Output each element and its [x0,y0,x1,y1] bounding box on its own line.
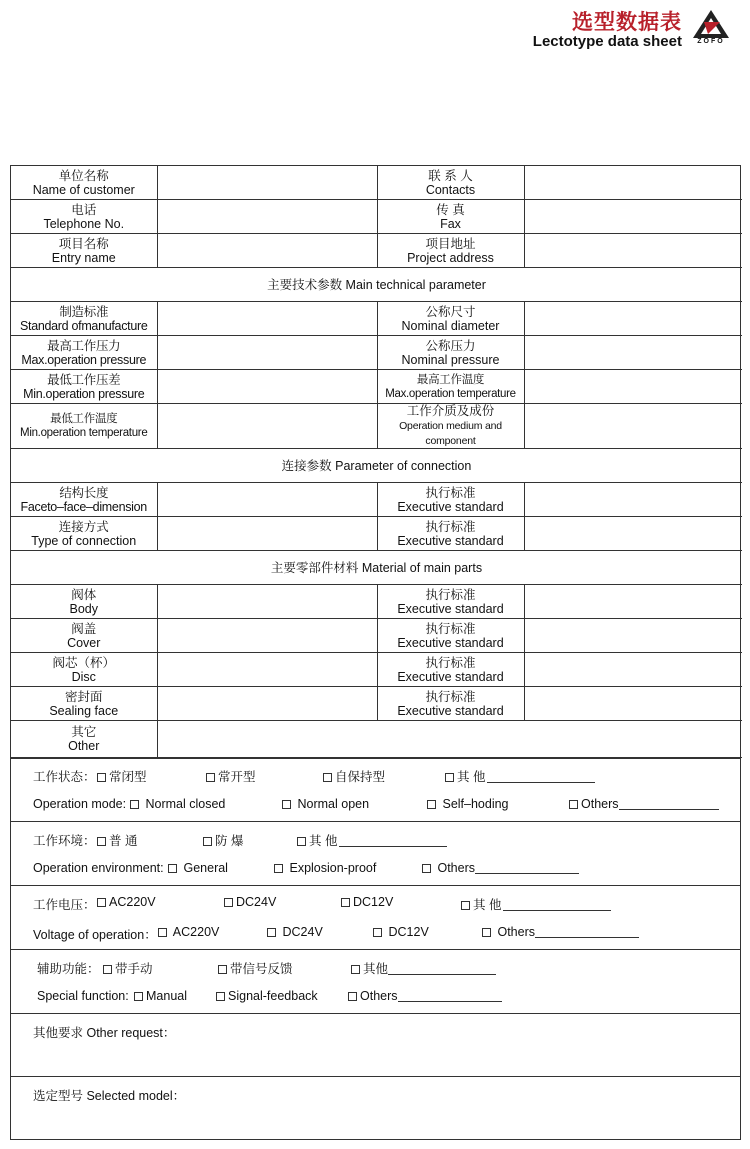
checkbox-icon [274,864,283,873]
checkbox-general[interactable]: General [168,861,228,875]
checkbox-icon [218,965,227,974]
checkbox-icon [97,898,106,907]
checkbox-icon [134,992,143,1001]
checkbox-icon [103,965,112,974]
table-row [11,619,742,653]
checkbox-icon [206,773,215,782]
label-standard-manufacture: 制造标准 Standard ofmanufacture [11,302,157,336]
checkbox-general-cn[interactable]: 普 通 [97,831,137,849]
label-executive-standard: 执行标准 Executive standard [377,687,524,721]
customer-name-field[interactable] [157,166,377,200]
table-row [11,517,742,551]
cover-field[interactable] [157,619,377,653]
section-row [11,551,742,585]
checkbox-icon [282,800,291,809]
checkbox-normal-open[interactable]: Normal open [282,797,369,811]
checkbox-icon [422,864,431,873]
label-nominal-pressure: 公称压力 Nominal pressure [377,336,524,370]
sealing-face-field[interactable] [157,687,377,721]
label-other: 其它 Other [11,721,157,758]
label-type-connection: 连接方式 Type of connection [11,517,157,551]
executive-standard-field[interactable] [524,517,742,551]
title-english: Lectotype data sheet [532,33,682,50]
type-connection-field[interactable] [157,517,377,551]
checkbox-others[interactable]: Others [569,797,719,811]
executive-standard-field[interactable] [524,619,742,653]
checkbox-icon [130,800,139,809]
table-row [11,653,742,687]
table-row [11,721,742,758]
min-operation-temperature-field[interactable] [157,404,377,449]
checkbox-others[interactable]: Others [482,925,639,939]
selected-model-label: 选定型号 Selected model： [33,1089,186,1103]
table-row [11,404,742,449]
checkbox-dc24v[interactable]: DC24V [267,925,323,939]
checkbox-icon [373,928,382,937]
checkbox-dc12v-cn[interactable]: DC12V [341,895,393,909]
label-body: 阀体 Body [11,585,157,619]
section-connection: 连接参数 Parameter of connection [11,449,742,483]
telephone-field[interactable] [157,200,377,234]
checkbox-others[interactable]: Others [422,861,579,875]
table-row [11,302,742,336]
checkbox-normal-closed[interactable]: Normal closed [130,797,225,811]
section-row [11,268,742,302]
checkbox-icon [297,837,306,846]
selected-model-block[interactable] [11,1076,740,1139]
disc-field[interactable] [157,653,377,687]
checkbox-icon [267,928,276,937]
body-field[interactable] [157,585,377,619]
special-function-block [11,949,740,1013]
special-function-label-cn: 辅助功能： [37,962,100,976]
title-chinese: 选型数据表 [572,10,682,34]
label-contacts: 联 系 人 Contacts [377,166,524,200]
checkbox-icon [445,773,454,782]
label-face-to-face: 结构长度 Faceto–face–dimension [11,483,157,517]
checkbox-icon [341,898,350,907]
label-executive-standard: 执行标准 Executive standard [377,653,524,687]
checkbox-icon [168,864,177,873]
max-operation-pressure-field[interactable] [157,336,377,370]
checkbox-others-cn[interactable]: 其 他 [445,767,595,785]
checkbox-icon [323,773,332,782]
label-telephone: 电话 Telephone No. [11,200,157,234]
executive-standard-field[interactable] [524,653,742,687]
table-row [11,336,742,370]
others-blank-line[interactable] [398,1001,502,1002]
label-project-address: 项目地址 Project address [377,234,524,268]
checkbox-self-holding-cn[interactable]: 自保持型 [323,767,385,785]
standard-manufacture-field[interactable] [157,302,377,336]
others-blank-line[interactable] [487,782,595,783]
table-row [11,585,742,619]
checkbox-explosion-proof[interactable]: Explosion-proof [274,861,376,875]
others-blank-line[interactable] [475,873,579,874]
checkbox-icon [97,837,106,846]
checkbox-icon [351,965,360,974]
label-min-operation-temperature: 最低工作温度 Min.operation temperature [11,404,157,449]
checkbox-others-cn[interactable]: 其他 [351,959,496,977]
checkbox-icon [482,928,491,937]
label-nominal-diameter: 公称尺寸 Nominal diameter [377,302,524,336]
label-entry-name: 项目名称 Entry name [11,234,157,268]
logo-text: ZOFO [697,38,725,45]
checkbox-others[interactable]: Others [348,989,502,1003]
checkbox-signal-feedback[interactable]: Signal-feedback [216,989,318,1003]
table-row [11,370,742,404]
checkbox-signal-feedback-cn[interactable]: 带信号反馈 [218,959,293,977]
label-min-operation-pressure: 最低工作压差 Min.operation pressure [11,370,157,404]
max-operation-temperature-field[interactable] [524,370,742,404]
checkbox-normal-closed-cn[interactable]: 常闭型 [97,767,147,785]
checkbox-icon [224,898,233,907]
entry-name-field[interactable] [157,234,377,268]
section-main-technical: 主要技术参数 Main technical parameter [11,268,742,302]
executive-standard-field[interactable] [524,687,742,721]
operation-mode-label-cn: 工作状态： [33,770,96,784]
label-max-operation-pressure: 最高工作压力 Max.operation pressure [11,336,157,370]
label-fax: 传 真 Fax [377,200,524,234]
label-customer-name: 单位名称 Name of customer [11,166,157,200]
others-blank-line[interactable] [619,809,719,810]
checkbox-icon [461,901,470,910]
checkbox-ac220v-cn[interactable]: AC220V [97,895,156,909]
checkbox-icon [427,800,436,809]
label-executive-standard: 执行标准 Executive standard [377,619,524,653]
label-max-operation-temperature: 最高工作温度 Max.operation temperature [377,370,524,404]
checkbox-others-cn[interactable]: 其 他 [297,831,447,849]
project-address-field[interactable] [524,234,742,268]
checkbox-icon [203,837,212,846]
checkbox-self-hoding[interactable]: Self–hoding [427,797,509,811]
others-blank-line[interactable] [388,974,496,975]
voltage-block [11,885,740,949]
operation-environment-label-en: Operation environment: [33,861,164,875]
operation-environment-label-cn: 工作环境： [33,834,96,848]
table-row [11,483,742,517]
checkbox-others-cn[interactable]: 其 他 [461,895,611,913]
other-request-block[interactable] [11,1013,740,1076]
table-row [11,166,742,200]
checkbox-dc24v-cn[interactable]: DC24V [224,895,276,909]
label-executive-standard: 执行标准 Executive standard [377,517,524,551]
checkbox-icon [97,773,106,782]
nominal-diameter-field[interactable] [524,302,742,336]
table-row [11,687,742,721]
others-blank-line[interactable] [535,937,639,938]
label-executive-standard: 执行标准 Executive standard [377,585,524,619]
table-row [11,200,742,234]
checkbox-ac220v[interactable]: AC220V [158,925,219,939]
checkbox-manual-cn[interactable]: 带手动 [103,959,153,977]
checkbox-icon [569,800,578,809]
section-material: 主要零部件材料 Material of main parts [11,551,742,585]
voltage-label-en: Voltage of operation： [33,928,157,942]
checkbox-icon [348,992,357,1001]
operation-mode-block [11,758,740,821]
label-sealing-face: 密封面 Sealing face [11,687,157,721]
checkbox-explosion-proof-cn[interactable]: 防 爆 [203,831,243,849]
other-request-label: 其他要求 Other request： [33,1026,176,1040]
label-executive-standard: 执行标准 Executive standard [377,483,524,517]
checkbox-manual[interactable]: Manual [134,989,187,1003]
checkbox-icon [216,992,225,1001]
others-blank-line[interactable] [339,846,447,847]
checkbox-normal-open-cn[interactable]: 常开型 [206,767,256,785]
header [0,0,750,60]
label-operation-medium: 工作介质及成份 Operation medium and component [377,404,524,449]
section-row [11,449,742,483]
checkbox-icon [158,928,167,937]
operation-mode-label-en: Operation mode: [33,797,127,811]
lectotype-form [10,165,741,1140]
special-function-label-en: Special function: [37,989,129,1003]
min-operation-pressure-field[interactable] [157,370,377,404]
contacts-field[interactable] [524,166,742,200]
table-row [11,234,742,268]
label-disc: 阀芯（杯） Disc [11,653,157,687]
other-field[interactable] [157,721,742,758]
label-cover: 阀盖 Cover [11,619,157,653]
fax-field[interactable] [524,200,742,234]
operation-environment-block [11,821,740,885]
executive-standard-field[interactable] [524,483,742,517]
executive-standard-field[interactable] [524,585,742,619]
others-blank-line[interactable] [503,910,611,911]
checkbox-dc12v[interactable]: DC12V [373,925,429,939]
nominal-pressure-field[interactable] [524,336,742,370]
face-to-face-field[interactable] [157,483,377,517]
operation-medium-field[interactable] [524,404,742,449]
voltage-label-cn: 工作电压： [33,898,96,912]
